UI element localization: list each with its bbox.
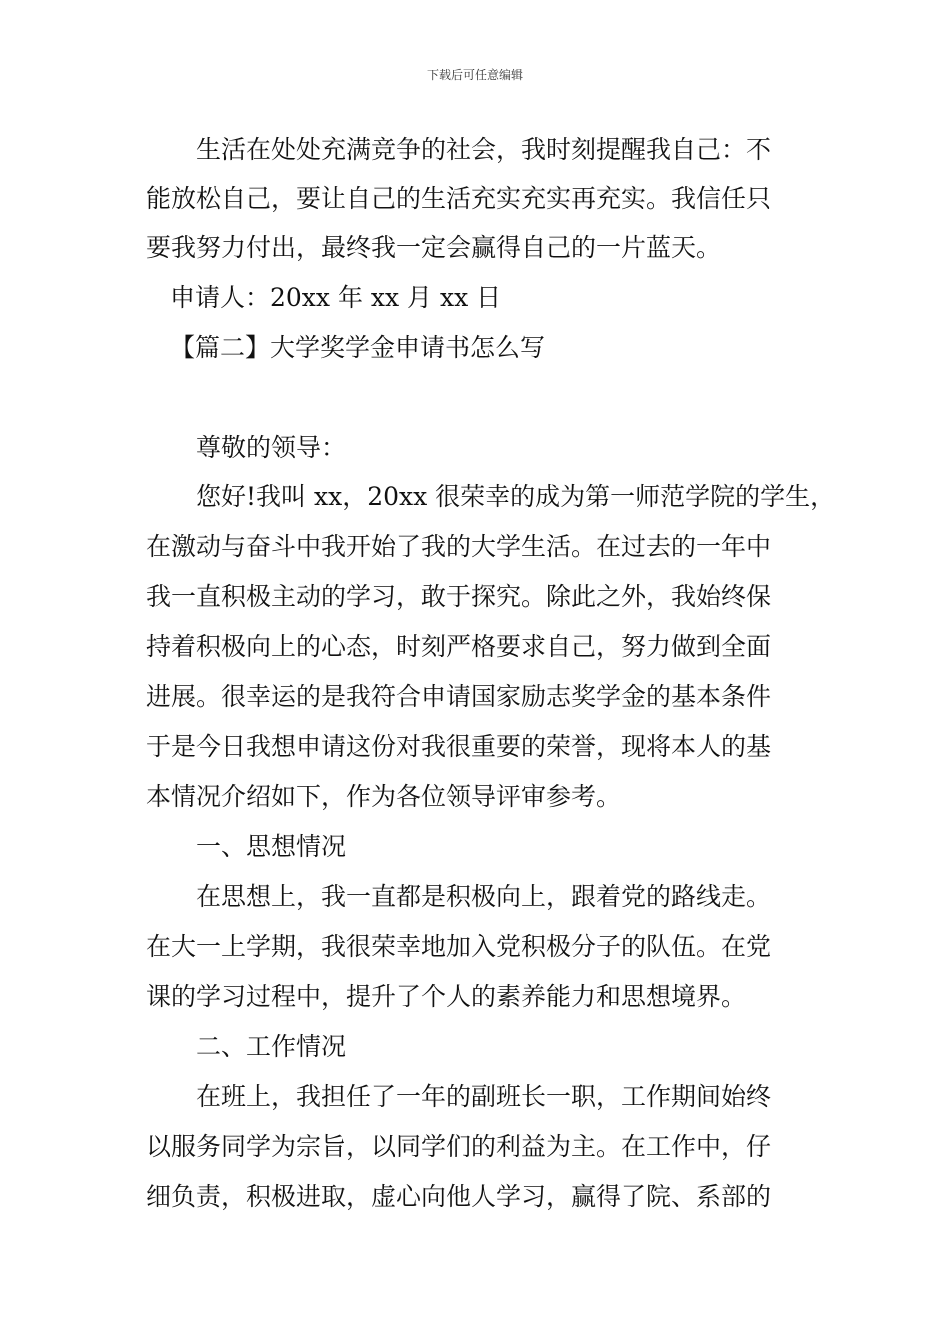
paragraph-line: 能放松自己，要让自己的生活充实充实再充实。我信任只	[146, 184, 772, 213]
salutation: 尊敬的领导：	[196, 433, 347, 462]
paragraph-line: 生活在处处充满竞争的社会，我时刻提醒我自己：不	[196, 135, 772, 164]
paragraph-line: 以服务同学为宗旨，以同学们的利益为主。在工作中，仔	[146, 1132, 772, 1161]
applicant-date-line: 申请人：20xx 年 xx 月 xx 日	[170, 283, 502, 312]
paragraph-line: 要我努力付出，最终我一定会赢得自己的一片蓝天。	[146, 233, 722, 262]
paragraph-line: 于是今日我想申请这份对我很重要的荣誉，现将本人的基	[146, 732, 772, 761]
page-header-note: 下载后可任意编辑	[426, 68, 523, 82]
paragraph-line: 您好!我叫 xx，20xx 很荣幸的成为第一师范学院的学生，	[196, 482, 836, 511]
paragraph-line: 在激动与奋斗中我开始了我的大学生活。在过去的一年中	[146, 532, 772, 561]
paragraph-line: 课的学习过程中，提升了个人的素养能力和思想境界。	[146, 982, 747, 1011]
paragraph-line: 本情况介绍如下，作为各位领导评审参考。	[146, 782, 622, 811]
paragraph-line: 进展。很幸运的是我符合申请国家励志奖学金的基本条件	[146, 682, 772, 711]
subsection-heading: 二、工作情况	[196, 1032, 347, 1061]
subsection-heading: 一、思想情况	[196, 832, 347, 861]
paragraph-line: 细负责，积极进取，虚心向他人学习，赢得了院、系部的	[146, 1182, 772, 1211]
paragraph-line: 在大一上学期，我很荣幸地加入党积极分子的队伍。在党	[146, 932, 772, 961]
section-heading: 【篇二】大学奖学金申请书怎么写	[170, 333, 546, 362]
paragraph-line: 持着积极向上的心态，时刻严格要求自己，努力做到全面	[146, 632, 772, 661]
paragraph-line: 在思想上，我一直都是积极向上，跟着党的路线走。	[196, 882, 772, 911]
paragraph-line: 在班上，我担任了一年的副班长一职，工作期间始终	[196, 1082, 772, 1111]
paragraph-line: 我一直积极主动的学习，敢于探究。除此之外，我始终保	[146, 582, 772, 611]
